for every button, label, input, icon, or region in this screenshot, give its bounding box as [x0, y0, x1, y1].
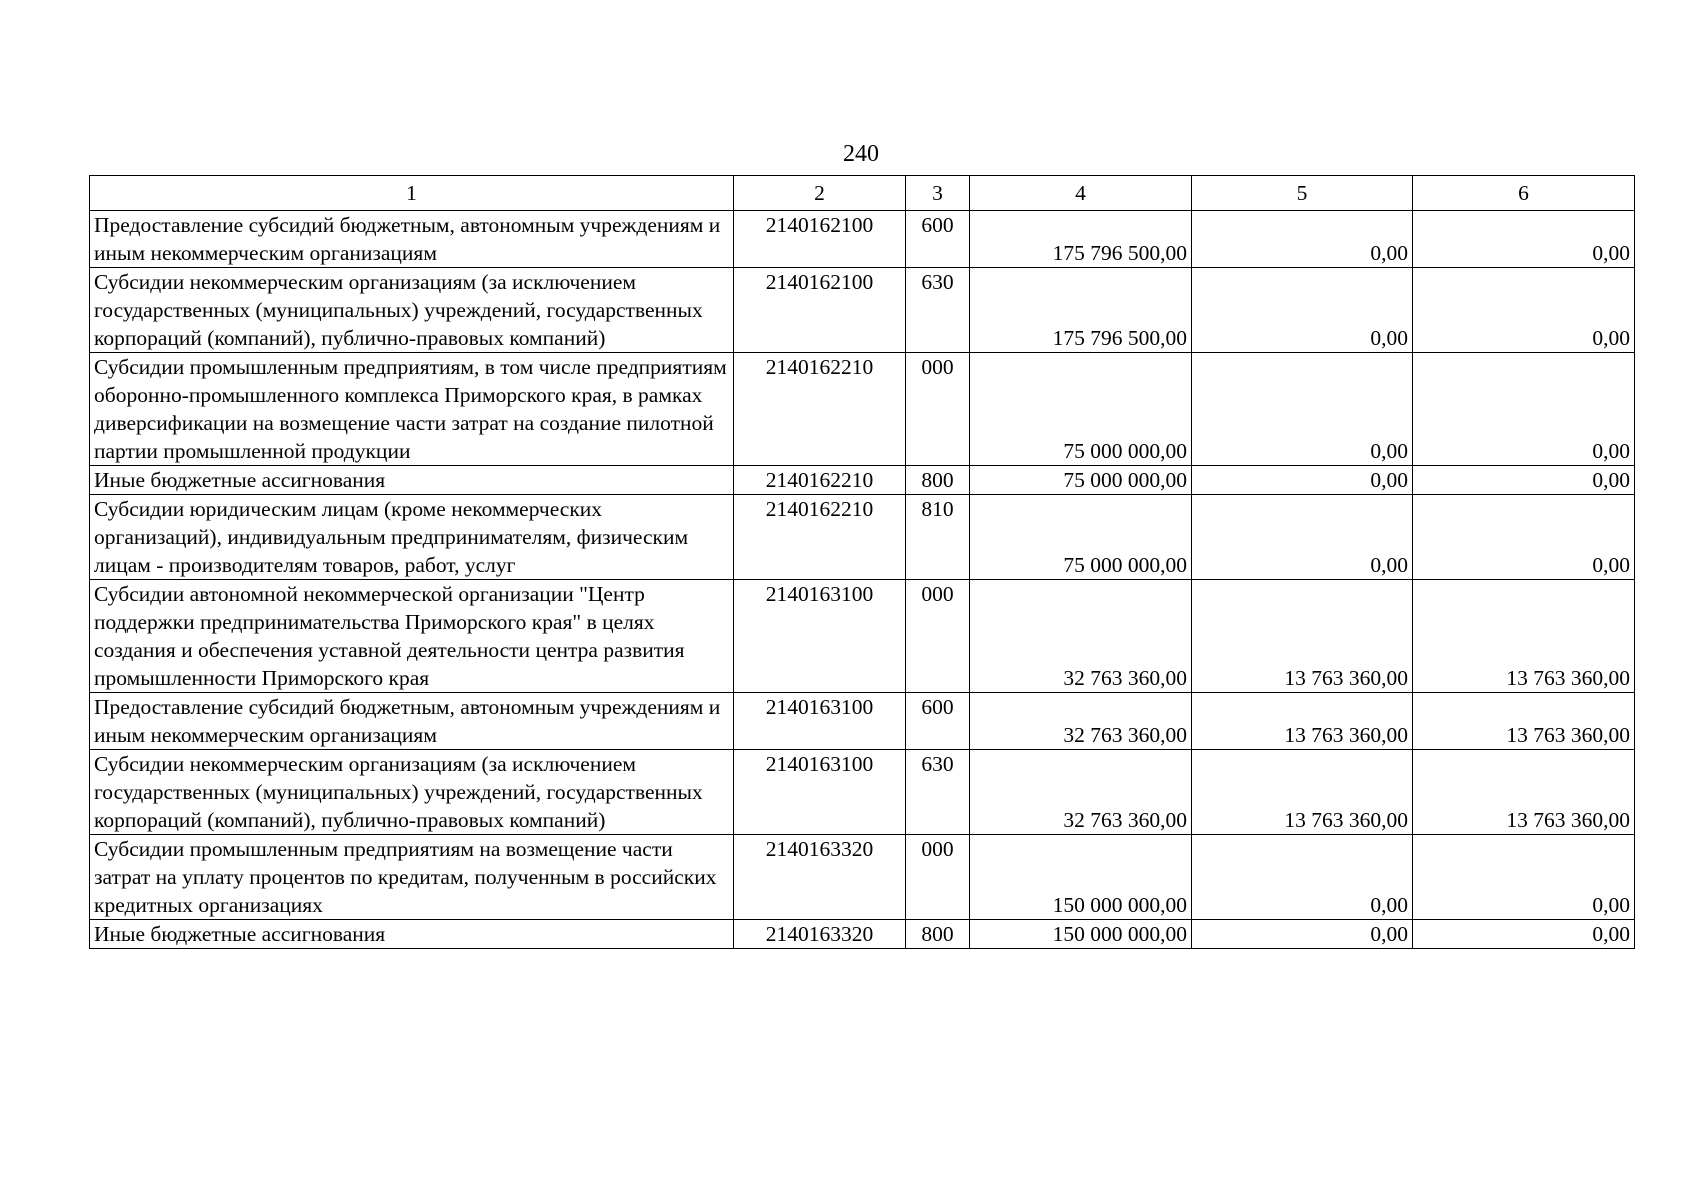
column-header: 2	[734, 176, 906, 211]
item-name: Субсидии некоммерческим организациям (за исключением государственных (муниципальных) учреждений, государственных корпораций (компаний), публично-правовых компаний)	[90, 268, 734, 353]
amount-column-4: 175 796 500,00	[970, 211, 1192, 268]
amount-column-4: 150 000 000,00	[970, 920, 1192, 949]
item-name: Субсидии промышленным предприятиям на возмещение части затрат на уплату процентов по кредитам, полученным в российских кредитных организациях	[90, 835, 734, 920]
expense-type-code: 600	[906, 693, 970, 750]
table-row	[90, 835, 1635, 920]
amount-column-4: 32 763 360,00	[970, 580, 1192, 693]
amount-column-6: 0,00	[1413, 466, 1635, 495]
table-row	[90, 353, 1635, 466]
amount-column-6: 13 763 360,00	[1413, 580, 1635, 693]
amount-column-5: 0,00	[1192, 920, 1413, 949]
target-article-code: 2140163100	[734, 750, 906, 835]
amount-column-5: 0,00	[1192, 211, 1413, 268]
target-article-code: 2140162210	[734, 495, 906, 580]
amount-column-5: 13 763 360,00	[1192, 750, 1413, 835]
amount-column-4: 32 763 360,00	[970, 693, 1192, 750]
amount-column-6: 0,00	[1413, 211, 1635, 268]
item-name: Предоставление субсидий бюджетным, автономным учреждениям и иным некоммерческим организациям	[90, 211, 734, 268]
amount-column-4: 75 000 000,00	[970, 353, 1192, 466]
amount-column-6: 0,00	[1413, 268, 1635, 353]
amount-column-5: 13 763 360,00	[1192, 693, 1413, 750]
target-article-code: 2140162100	[734, 211, 906, 268]
column-header: 5	[1192, 176, 1413, 211]
amount-column-4: 75 000 000,00	[970, 466, 1192, 495]
expense-type-code: 000	[906, 835, 970, 920]
table-header-row	[90, 176, 1635, 211]
target-article-code: 2140162210	[734, 353, 906, 466]
item-name: Субсидии промышленным предприятиям, в том числе предприятиям оборонно-промышленного комплекса Приморского края, в рамках диверсификации на возмещение части затрат на создание пилотной партии промышленной продукции	[90, 353, 734, 466]
table-row	[90, 211, 1635, 268]
table-row	[90, 268, 1635, 353]
amount-column-6: 13 763 360,00	[1413, 693, 1635, 750]
expense-type-code: 600	[906, 211, 970, 268]
table-row	[90, 693, 1635, 750]
expense-type-code: 630	[906, 750, 970, 835]
target-article-code: 2140163320	[734, 835, 906, 920]
target-article-code: 2140162100	[734, 268, 906, 353]
amount-column-4: 32 763 360,00	[970, 750, 1192, 835]
table-row	[90, 580, 1635, 693]
table-row	[90, 750, 1635, 835]
amount-column-6: 0,00	[1413, 835, 1635, 920]
target-article-code: 2140163320	[734, 920, 906, 949]
column-header: 6	[1413, 176, 1635, 211]
target-article-code: 2140162210	[734, 466, 906, 495]
target-article-code: 2140163100	[734, 580, 906, 693]
expense-type-code: 800	[906, 466, 970, 495]
amount-column-6: 13 763 360,00	[1413, 750, 1635, 835]
item-name: Субсидии юридическим лицам (кроме некоммерческих организаций), индивидуальным предпринимателям, физическим лицам - производителям товаров, работ, услуг	[90, 495, 734, 580]
table-row	[90, 495, 1635, 580]
amount-column-4: 175 796 500,00	[970, 268, 1192, 353]
amount-column-5: 0,00	[1192, 466, 1413, 495]
expense-type-code: 000	[906, 353, 970, 466]
column-header: 4	[970, 176, 1192, 211]
item-name: Субсидии автономной некоммерческой организации "Центр поддержки предпринимательства Приморского края" в целях создания и обеспечения уставной деятельности центра развития промышленности Приморского края	[90, 580, 734, 693]
column-header: 3	[906, 176, 970, 211]
table-row	[90, 466, 1635, 495]
item-name: Предоставление субсидий бюджетным, автономным учреждениям и иным некоммерческим организациям	[90, 693, 734, 750]
amount-column-4: 75 000 000,00	[970, 495, 1192, 580]
amount-column-6: 0,00	[1413, 353, 1635, 466]
target-article-code: 2140163100	[734, 693, 906, 750]
amount-column-4: 150 000 000,00	[970, 835, 1192, 920]
amount-column-6: 0,00	[1413, 920, 1635, 949]
expense-type-code: 000	[906, 580, 970, 693]
amount-column-5: 0,00	[1192, 353, 1413, 466]
amount-column-6: 0,00	[1413, 495, 1635, 580]
amount-column-5: 13 763 360,00	[1192, 580, 1413, 693]
item-name: Субсидии некоммерческим организациям (за исключением государственных (муниципальных) учреждений, государственных корпораций (компаний), публично-правовых компаний)	[90, 750, 734, 835]
amount-column-5: 0,00	[1192, 268, 1413, 353]
expense-type-code: 810	[906, 495, 970, 580]
expense-type-code: 800	[906, 920, 970, 949]
amount-column-5: 0,00	[1192, 835, 1413, 920]
column-header: 1	[90, 176, 734, 211]
table-row	[90, 920, 1635, 949]
item-name: Иные бюджетные ассигнования	[90, 466, 734, 495]
expense-type-code: 630	[906, 268, 970, 353]
amount-column-5: 0,00	[1192, 495, 1413, 580]
item-name: Иные бюджетные ассигнования	[90, 920, 734, 949]
page-number: 240	[843, 141, 879, 167]
budget-table	[89, 175, 1635, 949]
